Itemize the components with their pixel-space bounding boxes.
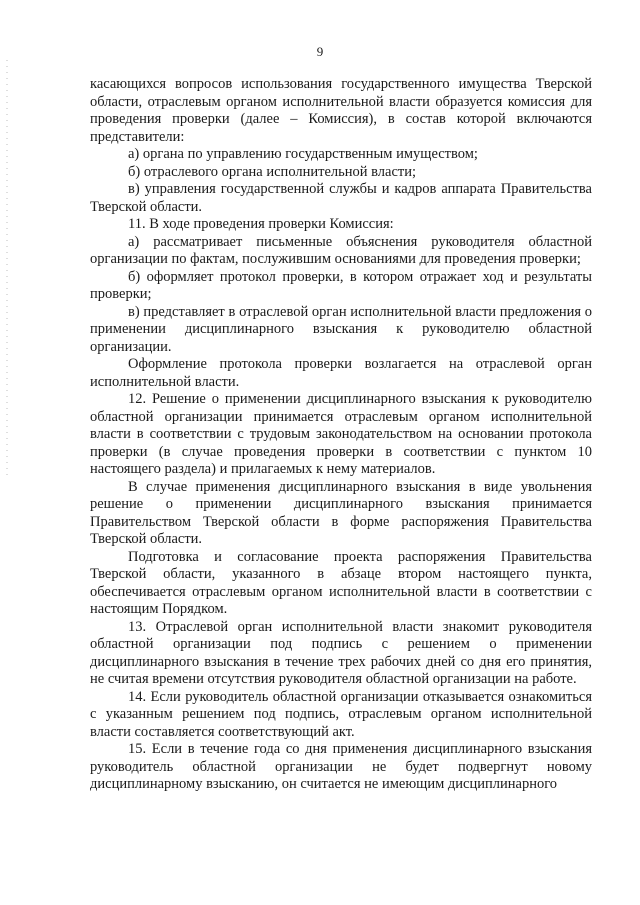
- paragraph: б) оформляет протокол проверки, в котором отражает ход и результаты проверки;: [90, 268, 592, 302]
- paragraph: а) органа по управлению государственным имуществом;: [128, 146, 478, 162]
- paragraph: а) рассматривает письменные объяснения руководителя областной организации по фактам, послужившим основаниями для проведения проверки;: [90, 233, 592, 267]
- scan-margin-artifact: [6, 60, 8, 480]
- paragraph: 13. Отраслевой орган исполнительной власти знакомит руководителя областной организации под подпись с решением о применении дисциплинарного взыскания в течение трех рабочих дней со дня его принятия, не считая времени отсутствия руководителя областной организации на работе.: [90, 618, 592, 687]
- paragraph: в) управления государственной службы и кадров аппарата Правительства Тверской области.: [90, 181, 592, 215]
- document-body: [90, 76, 592, 794]
- paragraph: б) отраслевого органа исполнительной власти;: [128, 163, 417, 180]
- paragraph: касающихся вопросов использования государственного имущества Тверской области, отраслевым органом исполнительной власти образуется комиссия для проведения проверки (далее – Комиссия), в состав которой включаются представители:: [90, 76, 592, 145]
- page-number: 9: [316, 44, 324, 59]
- paragraph: Подготовка и согласование проекта распоряжения Правительства Тверской области, указанного в абзаце втором настоящего пункта, обеспечивается отраслевым органом исполнительной власти в соответствии с настоящим Порядком.: [90, 548, 592, 617]
- paragraph: Оформление протокола проверки возлагается на отраслевой орган исполнительной власти.: [90, 356, 592, 390]
- paragraph: 12. Решение о применении дисциплинарного взыскания к руководителю областной организации принимается отраслевым органом исполнительной власти в соответствии с трудовым законодательством на основании протокола проверки (в случае проведения проверки в соответствии с пунктом 10 настоящего раздела) и прилагаемых к нему материалов.: [90, 391, 592, 477]
- paragraph: 14. Если руководитель областной организации отказывается ознакомиться с указанным решением под подпись, отраслевым органом исполнительной власти составляется соответствующий акт.: [90, 688, 592, 740]
- paragraph: 15. Если в течение года со дня применения дисциплинарного взыскания руководитель областной организации не будет подвергнут новому дисциплинарному взысканию, он считается не имеющим дисциплинарного: [90, 741, 592, 792]
- paragraph: в) представляет в отраслевой орган исполнительной власти предложения о применении дисциплинарного взыскания к руководителю областной организации.: [90, 303, 592, 355]
- paragraph: 11. В ходе проведения проверки Комиссия:: [128, 216, 394, 232]
- paragraph: В случае применения дисциплинарного взыскания в виде увольнения решение о применении дисциплинарного взыскания принимается Правительством Тверской области в форме распоряжения Правительства Тверской области.: [90, 478, 592, 547]
